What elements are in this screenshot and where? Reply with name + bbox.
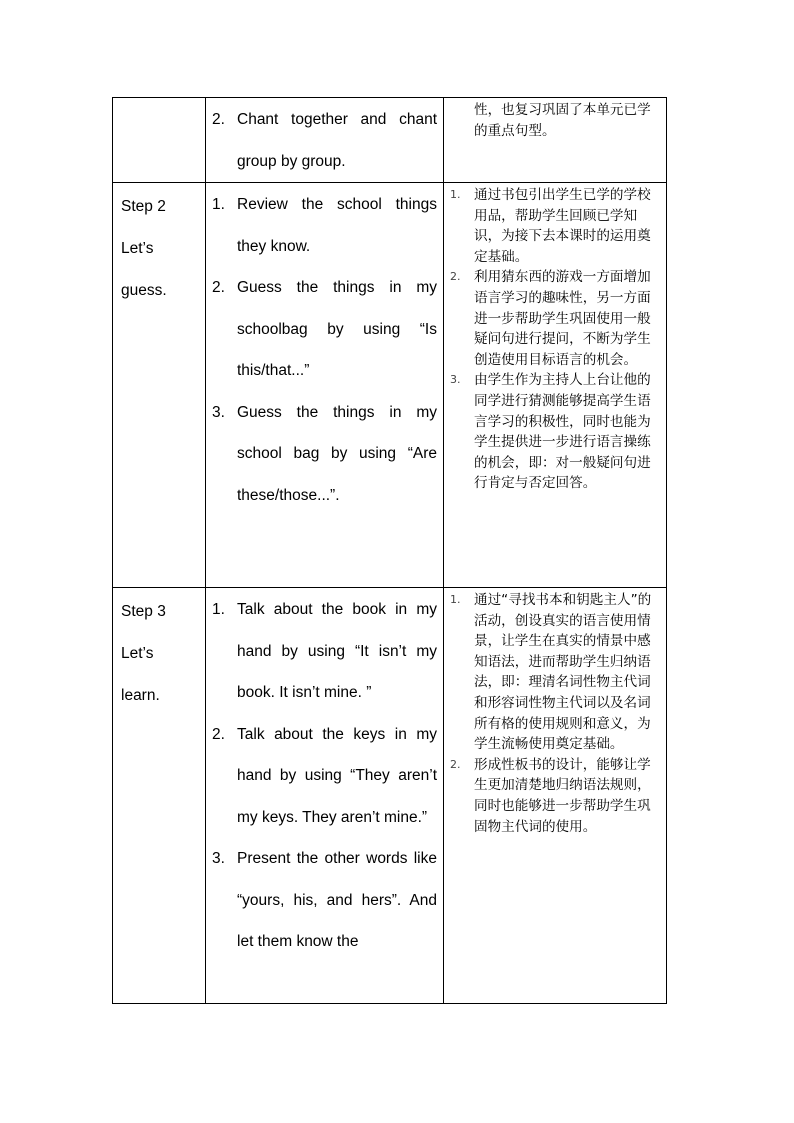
table-row — [113, 183, 667, 588]
note-item — [450, 755, 656, 837]
step-label: Step 3 — [121, 603, 166, 620]
activity-number: 2. — [212, 111, 225, 128]
step-cell — [113, 183, 206, 588]
step-label: Step 2 — [121, 198, 166, 215]
activity-item — [212, 184, 437, 267]
note-item — [450, 590, 656, 755]
activity-text: Guess the things in my school bag by using “Are these/those...”. — [237, 403, 437, 504]
note-item — [450, 185, 656, 267]
activity-number: 1. — [212, 196, 225, 213]
activity-number: 2. — [212, 279, 225, 296]
note-continuation: 性，也复习巩固了本单元已学的重点句型。 — [474, 102, 651, 139]
activity-item — [212, 267, 437, 392]
notes-cell — [444, 183, 667, 588]
activity-text: Present the other words like “yours, his, and hers”. And let them know the — [237, 850, 437, 950]
activity-number: 1. — [212, 601, 225, 618]
activities-cell — [206, 98, 444, 183]
table-row — [113, 588, 667, 1004]
activity-text: Guess the things in my schoolbag by using “Is this/that...” — [237, 279, 437, 379]
note-number: 2. — [450, 757, 461, 771]
note-item — [450, 370, 656, 494]
note-text: 通过“寻找书本和钥匙主人”的活动，创设真实的语言使用情景，让学生在真实的情景中感知语法，进而帮助学生归纳语法，即：理清名词性物主代词和形容词性物主代词以及名词所有格的使用规则和意义，为学生流畅使用奠定基础。 — [474, 592, 652, 753]
note-number: 1. — [450, 188, 461, 201]
notes-cell — [444, 588, 667, 1004]
activity-item — [212, 392, 437, 517]
activity-number: 3. — [212, 850, 225, 867]
note-item — [450, 267, 656, 370]
note-number: 2. — [450, 270, 461, 284]
notes-cell — [444, 98, 667, 183]
step-title-line: Let’s — [121, 645, 154, 662]
step-title-line: Let’s — [121, 240, 154, 257]
note-text: 通过书包引出学生已学的学校用品，帮助学生回顾已学知识，为接下去本课时的运用奠定基础。 — [474, 187, 651, 265]
activity-text: Talk about the book in my hand by using “It isn’t my book. It isn’t mine. ” — [237, 601, 437, 701]
activity-item — [212, 714, 437, 839]
activity-number: 2. — [212, 725, 225, 743]
step-title-line: guess. — [121, 282, 167, 299]
activity-text: Chant together and chant group by group. — [237, 111, 437, 170]
note-text: 由学生作为主持人上台让他的同学进行猜测能够提高学生语言学习的积极性，同时也能为学生提供进一步进行语言操练的机会，即：对一般疑问句进行肯定与否定回答。 — [474, 372, 651, 492]
activity-text: Talk about the keys in my hand by using “They aren’t my keys. They aren’t mine.” — [237, 725, 437, 826]
note-text: 形成性板书的设计，能够让学生更加清楚地归纳语法规则，同时也能够进一步帮助学生巩固物主代词的使用。 — [474, 756, 651, 835]
note-number: 1. — [450, 593, 461, 606]
step-cell — [113, 588, 206, 1004]
activity-item — [212, 99, 437, 182]
step-cell — [113, 98, 206, 183]
activity-text: Review the school things they know. — [237, 196, 437, 255]
note-number: 3. — [450, 373, 461, 387]
note-text: 利用猜东西的游戏一方面增加语言学习的趣味性，另一方面进一步帮助学生巩固使用一般疑问句进行提问，不断为学生创造使用目标语言的机会。 — [474, 269, 651, 368]
lesson-plan-table — [112, 97, 667, 1004]
table-row — [113, 98, 667, 183]
activities-cell — [206, 183, 444, 588]
activity-item — [212, 838, 437, 963]
activity-item — [212, 589, 437, 714]
activities-cell — [206, 588, 444, 1004]
step-title-line: learn. — [121, 687, 160, 704]
activity-number: 3. — [212, 403, 225, 421]
